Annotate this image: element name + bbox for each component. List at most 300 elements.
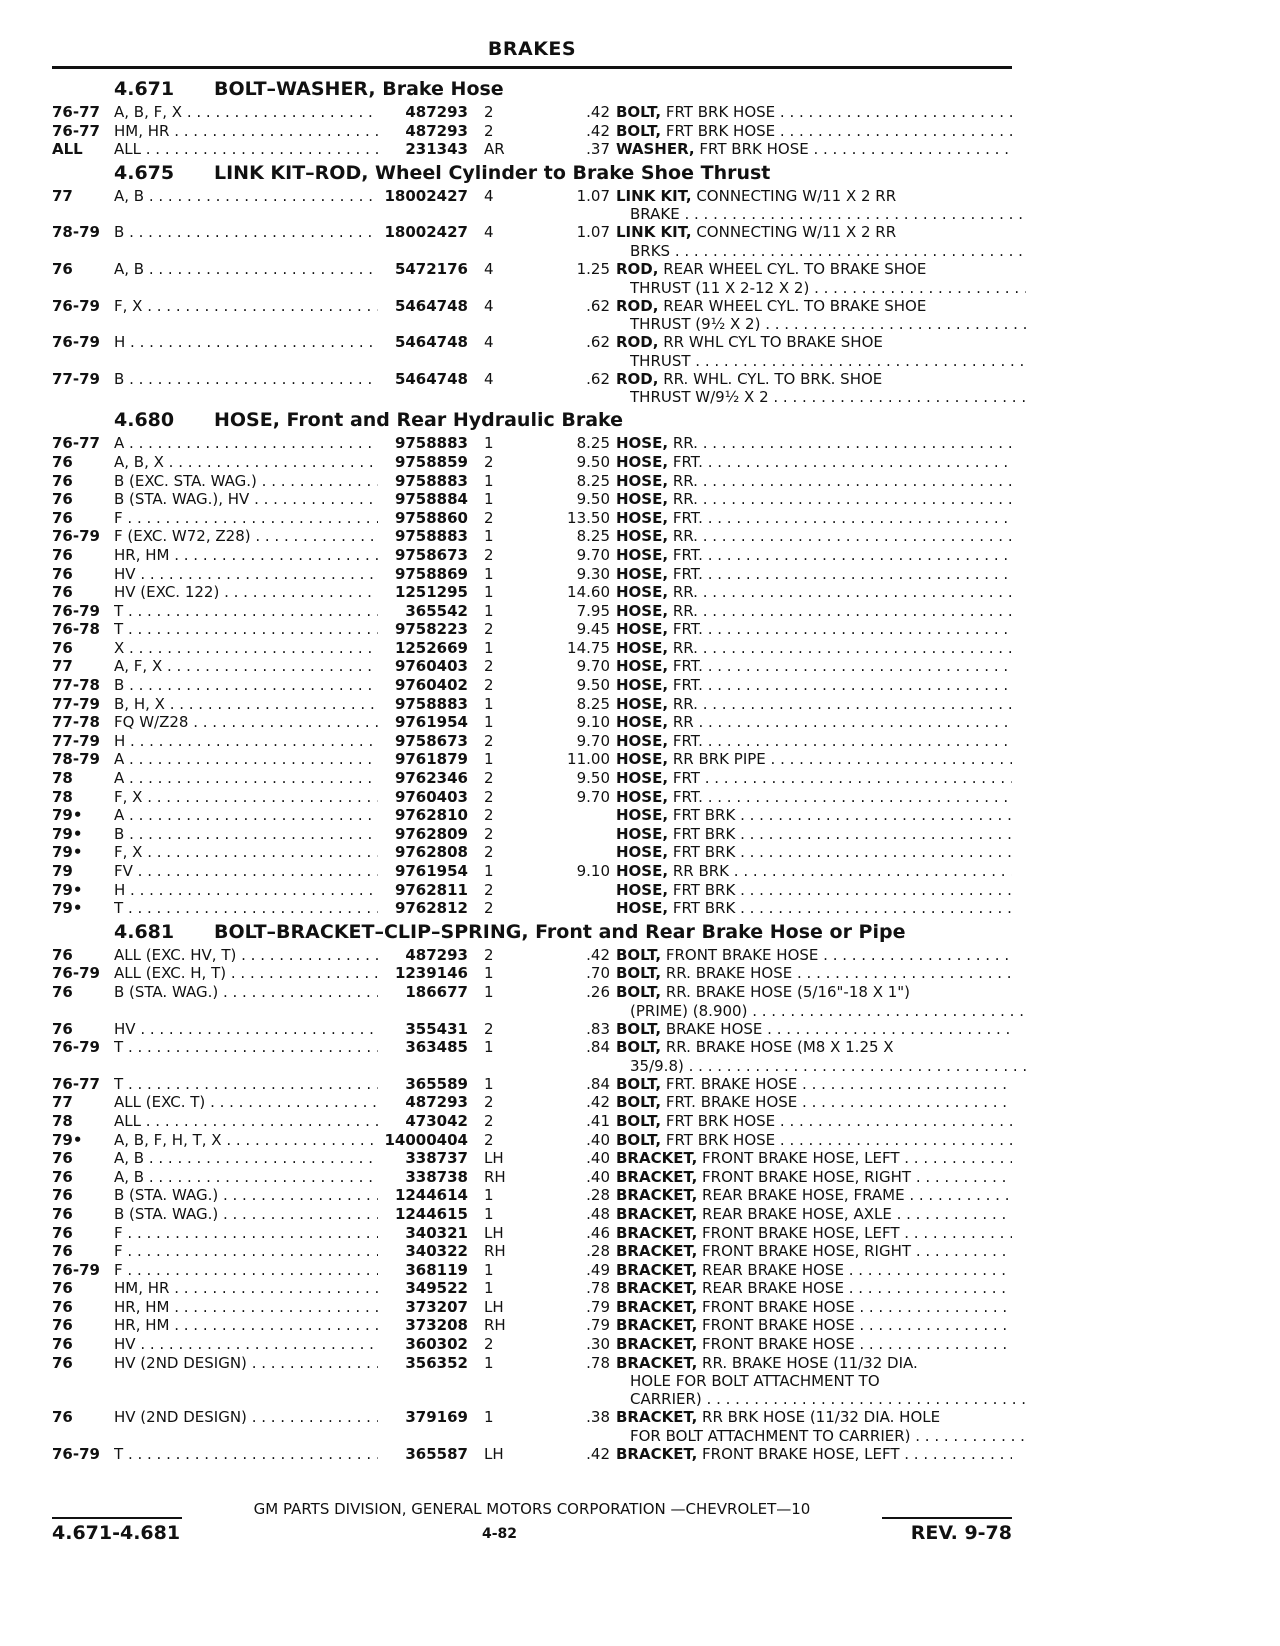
- part-name: BOLT,: [616, 945, 662, 964]
- section-heading: [52, 75, 1012, 103]
- part-row: [52, 1408, 1012, 1427]
- part-number: 360302: [378, 1335, 468, 1353]
- price: .26: [586, 982, 610, 1001]
- leader-dots: [855, 1298, 1012, 1316]
- part-name: HOSE,: [616, 657, 669, 676]
- part-row: [52, 1445, 1012, 1464]
- price: 14.75: [567, 638, 610, 657]
- part-name: BRACKET,: [616, 1149, 698, 1168]
- part-row: [52, 546, 1012, 565]
- price: .42: [586, 1444, 610, 1463]
- model-series: HV (EXC. 122) . . .: [114, 583, 434, 601]
- part-detail: RR BRK PIPE: [672, 750, 766, 769]
- part-name: HOSE,: [616, 731, 669, 750]
- part-row: [52, 1168, 1012, 1187]
- part-detail: RR. BRAKE HOSE (11/32 DIA.: [702, 1353, 918, 1372]
- part-detail: REAR BRAKE HOSE, AXLE: [702, 1204, 892, 1223]
- part-description: [616, 103, 1012, 121]
- part-detail: REAR WHEEL CYL. TO BRAKE SHOE: [663, 259, 927, 278]
- model-year: 77-79: [52, 369, 100, 388]
- leader-dots: [703, 620, 1012, 638]
- part-description-continued: [630, 205, 1026, 223]
- part-number: 9758883: [378, 434, 468, 452]
- part-number: 5464748: [378, 370, 468, 388]
- model-year: 76: [52, 564, 73, 583]
- section-title: HOSE, Front and Rear Hydraulic Brake: [214, 409, 624, 432]
- part-detail: RR. BRAKE HOSE (M8 X 1.25 X: [665, 1038, 894, 1057]
- price: .40: [586, 1167, 610, 1186]
- leader-dots: [684, 1057, 1026, 1075]
- leader-dots: [698, 602, 1012, 620]
- part-row: [52, 788, 1012, 807]
- price: 1.07: [576, 223, 610, 242]
- model-year: 77-78: [52, 713, 100, 732]
- part-detail: FRT.: [672, 676, 703, 695]
- leader-dots: [818, 946, 1012, 964]
- model-series: A . . .: [114, 806, 434, 824]
- model-year: 76-79: [52, 333, 100, 352]
- part-number: 9760402: [378, 676, 468, 694]
- part-row: [52, 370, 1012, 389]
- part-detail: FRT.: [672, 564, 703, 583]
- price: 9.45: [576, 620, 610, 639]
- quantity: 2: [484, 880, 494, 899]
- model-year: 76: [52, 1167, 73, 1186]
- part-row: [52, 490, 1012, 509]
- part-description: [616, 1354, 1012, 1372]
- leader-dots: [769, 388, 1026, 406]
- part-number: 9761954: [378, 862, 468, 880]
- part-description: [616, 769, 1012, 787]
- model-year: 76: [52, 545, 73, 564]
- part-description: [616, 1093, 1012, 1111]
- model-year: 79•: [52, 899, 83, 918]
- price: .28: [586, 1242, 610, 1261]
- model-series: F, X . . .: [114, 297, 434, 315]
- part-row: [52, 946, 1012, 965]
- model-year: 76: [52, 452, 73, 471]
- leader-dots: [670, 242, 1026, 260]
- model-year: 79•: [52, 880, 83, 899]
- quantity: AR: [484, 140, 505, 159]
- part-description: [616, 899, 1012, 917]
- leader-dots: [809, 279, 1026, 297]
- model-series: T . . .: [114, 899, 434, 917]
- part-description: [616, 565, 1012, 583]
- part-number: 1244615: [378, 1205, 468, 1223]
- part-name: BOLT,: [616, 1038, 662, 1057]
- price: 8.25: [576, 434, 610, 453]
- part-number: 487293: [378, 946, 468, 964]
- section-title: LINK KIT–ROD, Wheel Cylinder to Brake Shoe Thrust: [214, 161, 771, 184]
- model-series: A . . .: [114, 750, 434, 768]
- quantity: 1: [484, 434, 494, 453]
- section-title: BOLT–BRACKET–CLIP–SPRING, Front and Rear Brake Hose or Pipe: [214, 920, 906, 943]
- part-row-continuation: [52, 279, 1012, 297]
- part-name: BOLT,: [616, 1074, 662, 1093]
- part-name: BRACKET,: [616, 1167, 698, 1186]
- quantity: 1: [484, 964, 494, 983]
- part-name: WASHER,: [616, 140, 695, 159]
- model-year: 79•: [52, 806, 83, 825]
- part-detail: BRAKE HOSE: [665, 1019, 763, 1038]
- part-name: BRACKET,: [616, 1297, 698, 1316]
- leader-dots: [900, 1224, 1013, 1242]
- footer-revision: REV. 9-78: [910, 1522, 1012, 1544]
- part-name: HOSE,: [616, 676, 669, 695]
- quantity: LH: [484, 1223, 504, 1242]
- part-description-continued: [630, 352, 1026, 370]
- model-year: 76-77: [52, 121, 100, 140]
- leader-dots: [691, 352, 1026, 370]
- model-year: 76: [52, 1335, 73, 1354]
- part-detail: CONNECTING W/11 X 2 RR: [696, 223, 897, 242]
- price: 9.70: [576, 731, 610, 750]
- model-series: T . . .: [114, 1445, 434, 1463]
- model-year: 76-79: [52, 601, 100, 620]
- part-row: [52, 657, 1012, 676]
- leader-dots: [900, 1445, 1013, 1463]
- part-name: HOSE,: [616, 545, 669, 564]
- part-number: 9760403: [378, 657, 468, 675]
- part-row: [52, 1038, 1012, 1057]
- part-description: [616, 370, 1012, 388]
- leader-dots: [775, 1112, 1012, 1130]
- part-row: [52, 1093, 1012, 1112]
- part-description: [616, 1205, 1012, 1223]
- part-description: [616, 713, 1012, 731]
- part-detail: FRT.: [672, 452, 703, 471]
- leader-dots: [775, 103, 1012, 121]
- part-description: [616, 187, 1012, 205]
- part-description: [616, 333, 1012, 351]
- part-row: [52, 639, 1012, 658]
- part-number: 365589: [378, 1075, 468, 1093]
- part-detail: REAR WHEEL CYL. TO BRAKE SHOE: [663, 296, 927, 315]
- model-series: HV . . .: [114, 1335, 434, 1353]
- quantity: 2: [484, 769, 494, 788]
- price: .41: [586, 1111, 610, 1130]
- leader-dots: [703, 657, 1012, 675]
- model-series: A, B . . .: [114, 260, 434, 278]
- quantity: 1: [484, 1408, 494, 1427]
- part-row: [52, 1242, 1012, 1261]
- part-number: 9761879: [378, 750, 468, 768]
- part-row: [52, 122, 1012, 141]
- sections-container: [52, 75, 1012, 1463]
- part-name: ROD,: [616, 333, 659, 352]
- part-detail: RR.: [672, 638, 698, 657]
- leader-dots: [855, 1335, 1012, 1353]
- part-number: 9762809: [378, 825, 468, 843]
- model-series: HM, HR . . .: [114, 1279, 434, 1297]
- model-series: FQ W/Z28 . . .: [114, 713, 434, 731]
- quantity: 2: [484, 824, 494, 843]
- quantity: 1: [484, 1074, 494, 1093]
- quantity: 1: [484, 583, 494, 602]
- price: .40: [586, 1130, 610, 1149]
- price: .49: [586, 1260, 610, 1279]
- part-row: [52, 881, 1012, 900]
- model-year: 79•: [52, 1130, 83, 1149]
- part-row: [52, 103, 1012, 122]
- part-description: [616, 509, 1012, 527]
- price: 13.50: [567, 508, 610, 527]
- footer-page-number: 4-82: [482, 1526, 518, 1542]
- model-year: 79•: [52, 824, 83, 843]
- part-name: BOLT,: [616, 103, 662, 121]
- part-description-continued: [630, 1427, 1026, 1445]
- price: 9.50: [576, 676, 610, 695]
- leader-dots: [792, 964, 1012, 982]
- part-detail-continued: BRKS: [630, 241, 671, 260]
- footer-rule-left: [52, 1517, 182, 1519]
- part-name: BRACKET,: [616, 1444, 698, 1463]
- quantity: 1: [484, 713, 494, 732]
- model-year: 77-79: [52, 731, 100, 750]
- part-name: BOLT,: [616, 121, 662, 140]
- part-row: [52, 1075, 1012, 1094]
- model-year: 76: [52, 259, 73, 278]
- part-number: 9758860: [378, 509, 468, 527]
- model-series: HV (2ND DESIGN) . . .: [114, 1354, 434, 1372]
- part-detail: REAR BRAKE HOSE: [702, 1260, 844, 1279]
- part-row: [52, 1335, 1012, 1354]
- part-description: [616, 297, 1012, 315]
- part-name: HOSE,: [616, 601, 669, 620]
- model-year: 76: [52, 508, 73, 527]
- leader-dots: [735, 899, 1012, 917]
- part-description: [616, 453, 1012, 471]
- part-detail: RR. BRAKE HOSE (5/16"-18 X 1"): [665, 982, 911, 1001]
- quantity: 1: [484, 564, 494, 583]
- part-detail: CONNECTING W/11 X 2 RR: [696, 186, 897, 205]
- price: 9.10: [576, 862, 610, 880]
- leader-dots: [911, 1242, 1012, 1260]
- quantity: 1: [484, 1353, 494, 1372]
- part-number: 338737: [378, 1149, 468, 1167]
- part-row: [52, 297, 1012, 316]
- part-name: LINK KIT,: [616, 223, 692, 242]
- leader-dots: [735, 825, 1012, 843]
- model-series: A, B, F, H, T, X . . .: [114, 1131, 434, 1149]
- model-year: 76: [52, 1186, 73, 1205]
- part-name: HOSE,: [616, 880, 669, 899]
- part-detail: FRONT BRAKE HOSE, LEFT: [702, 1223, 900, 1242]
- part-description: [616, 620, 1012, 638]
- leader-dots: [702, 1390, 1026, 1408]
- part-name: BOLT,: [616, 1111, 662, 1130]
- part-row: [52, 434, 1012, 453]
- part-row: [52, 527, 1012, 546]
- quantity: 1: [484, 527, 494, 546]
- part-detail: FRONT BRAKE HOSE, LEFT: [702, 1149, 900, 1168]
- quantity: 1: [484, 862, 494, 880]
- model-series: ALL . . .: [114, 140, 434, 158]
- part-number: 5472176: [378, 260, 468, 278]
- quantity: RH: [484, 1316, 506, 1335]
- part-detail: RR BRK HOSE (11/32 DIA. HOLE: [702, 1408, 941, 1427]
- model-series: B (STA. WAG.), HV . . .: [114, 490, 434, 508]
- part-number: 9758884: [378, 490, 468, 508]
- part-name: HOSE,: [616, 583, 669, 602]
- price: 8.25: [576, 471, 610, 490]
- part-name: BRACKET,: [616, 1223, 698, 1242]
- part-description: [616, 583, 1012, 601]
- model-year: 77: [52, 186, 73, 205]
- quantity: 4: [484, 186, 494, 205]
- section-heading: [52, 159, 1012, 187]
- part-detail: FRT BRK: [672, 806, 736, 825]
- model-series: HR, HM . . .: [114, 1298, 434, 1316]
- part-number: 9758223: [378, 620, 468, 638]
- part-description-continued: [630, 279, 1026, 297]
- part-detail: RR.: [672, 471, 698, 490]
- quantity: 2: [484, 452, 494, 471]
- part-row: [52, 260, 1012, 279]
- part-row: [52, 140, 1012, 159]
- quantity: 1: [484, 490, 494, 509]
- part-detail: FRT BRK: [672, 824, 736, 843]
- quantity: 1: [484, 750, 494, 769]
- model-year: 76-79: [52, 964, 100, 983]
- model-series: T . . .: [114, 1038, 434, 1056]
- part-name: BOLT,: [616, 1093, 662, 1112]
- part-detail: RR.: [672, 490, 698, 509]
- model-series: A, B, X . . .: [114, 453, 434, 471]
- model-year: 76: [52, 982, 73, 1001]
- part-number: 9762810: [378, 806, 468, 824]
- part-number: 373207: [378, 1298, 468, 1316]
- part-detail-continued: BRAKE: [630, 205, 680, 224]
- catalog-page: [52, 38, 1012, 1463]
- part-detail-continued: THRUST: [630, 351, 691, 370]
- leader-dots: [844, 1279, 1012, 1297]
- part-row: [52, 453, 1012, 472]
- part-description: [616, 1168, 1012, 1186]
- model-year: 76-77: [52, 434, 100, 453]
- part-number: 9762346: [378, 769, 468, 787]
- model-series: H . . .: [114, 333, 434, 351]
- part-description: [616, 676, 1012, 694]
- quantity: 4: [484, 223, 494, 242]
- model-series: B (STA. WAG.) . . .: [114, 1205, 434, 1223]
- price: 1.07: [576, 186, 610, 205]
- part-detail: FRT.: [672, 508, 703, 527]
- part-description-continued: [630, 1390, 1026, 1408]
- leader-dots: [694, 713, 1012, 731]
- part-name: BRACKET,: [616, 1260, 698, 1279]
- part-description-continued: [630, 1002, 1026, 1020]
- leader-dots: [809, 140, 1012, 158]
- part-detail-continued: THRUST W/9½ X 2: [630, 388, 769, 407]
- model-year: 76-79: [52, 1038, 100, 1057]
- part-row: [52, 1354, 1012, 1373]
- part-detail: RR.: [672, 694, 698, 713]
- price: .78: [586, 1279, 610, 1298]
- quantity: 2: [484, 508, 494, 527]
- part-description-continued: [630, 1372, 1026, 1390]
- quantity: 1: [484, 471, 494, 490]
- part-row-continuation: [52, 315, 1012, 333]
- quantity: 1: [484, 694, 494, 713]
- quantity: 1: [484, 1279, 494, 1298]
- model-series: B (STA. WAG.) . . .: [114, 1186, 434, 1204]
- part-description: [616, 862, 1012, 880]
- part-row-continuation: [52, 1372, 1012, 1390]
- part-detail: FRT BRK: [672, 880, 736, 899]
- part-detail: FRONT BRAKE HOSE: [665, 945, 819, 964]
- quantity: 2: [484, 1019, 494, 1038]
- part-name: BRACKET,: [616, 1204, 698, 1223]
- leader-dots: [703, 546, 1012, 564]
- model-series: X . . .: [114, 639, 434, 657]
- part-number: 9762811: [378, 881, 468, 899]
- part-description-continued: [630, 388, 1026, 406]
- part-number: 487293: [378, 103, 468, 121]
- part-number: 9758883: [378, 527, 468, 545]
- price: .40: [586, 1149, 610, 1168]
- part-row: [52, 1186, 1012, 1205]
- part-row: [52, 472, 1012, 491]
- footer-rule-right: [882, 1517, 1012, 1519]
- model-year: 76: [52, 1316, 73, 1335]
- part-detail: FRT BRK HOSE: [665, 121, 776, 140]
- part-number: 473042: [378, 1112, 468, 1130]
- model-year: 76: [52, 1408, 73, 1427]
- model-series: B (EXC. STA. WAG.) . . .: [114, 472, 434, 490]
- leader-dots: [698, 472, 1012, 490]
- price: 9.30: [576, 564, 610, 583]
- part-name: HOSE,: [616, 638, 669, 657]
- part-name: HOSE,: [616, 620, 669, 639]
- price: 9.50: [576, 490, 610, 509]
- part-detail: RR. BRAKE HOSE: [665, 964, 793, 983]
- part-detail: FRT. BRAKE HOSE: [665, 1074, 798, 1093]
- quantity: 1: [484, 1186, 494, 1205]
- quantity: 2: [484, 103, 494, 121]
- model-year: 77: [52, 657, 73, 676]
- part-name: BRACKET,: [616, 1186, 698, 1205]
- part-number: 349522: [378, 1279, 468, 1297]
- part-number: 14000404: [378, 1131, 468, 1149]
- part-description: [616, 1149, 1012, 1167]
- section-heading: [52, 406, 1012, 434]
- part-detail: FRT BRK HOSE: [665, 103, 776, 121]
- price: .38: [586, 1408, 610, 1427]
- part-description: [616, 1279, 1012, 1297]
- part-description: [616, 122, 1012, 140]
- part-row: [52, 1298, 1012, 1317]
- part-detail-continued: (PRIME) (8.900): [630, 1001, 748, 1020]
- part-number: 9758883: [378, 472, 468, 490]
- leader-dots: [703, 453, 1012, 471]
- quantity: 2: [484, 620, 494, 639]
- part-number: 231343: [378, 140, 468, 158]
- part-row-continuation: [52, 1002, 1012, 1020]
- part-description: [616, 1261, 1012, 1279]
- part-detail-continued: 35/9.8): [630, 1056, 684, 1075]
- model-series: A . . .: [114, 769, 434, 787]
- part-row: [52, 769, 1012, 788]
- model-year: 76: [52, 471, 73, 490]
- part-row: [52, 187, 1012, 206]
- part-row: [52, 899, 1012, 918]
- part-number: 340322: [378, 1242, 468, 1260]
- model-year: 76-79: [52, 527, 100, 546]
- part-detail: REAR BRAKE HOSE, FRAME: [702, 1186, 905, 1205]
- model-series: T . . .: [114, 602, 434, 620]
